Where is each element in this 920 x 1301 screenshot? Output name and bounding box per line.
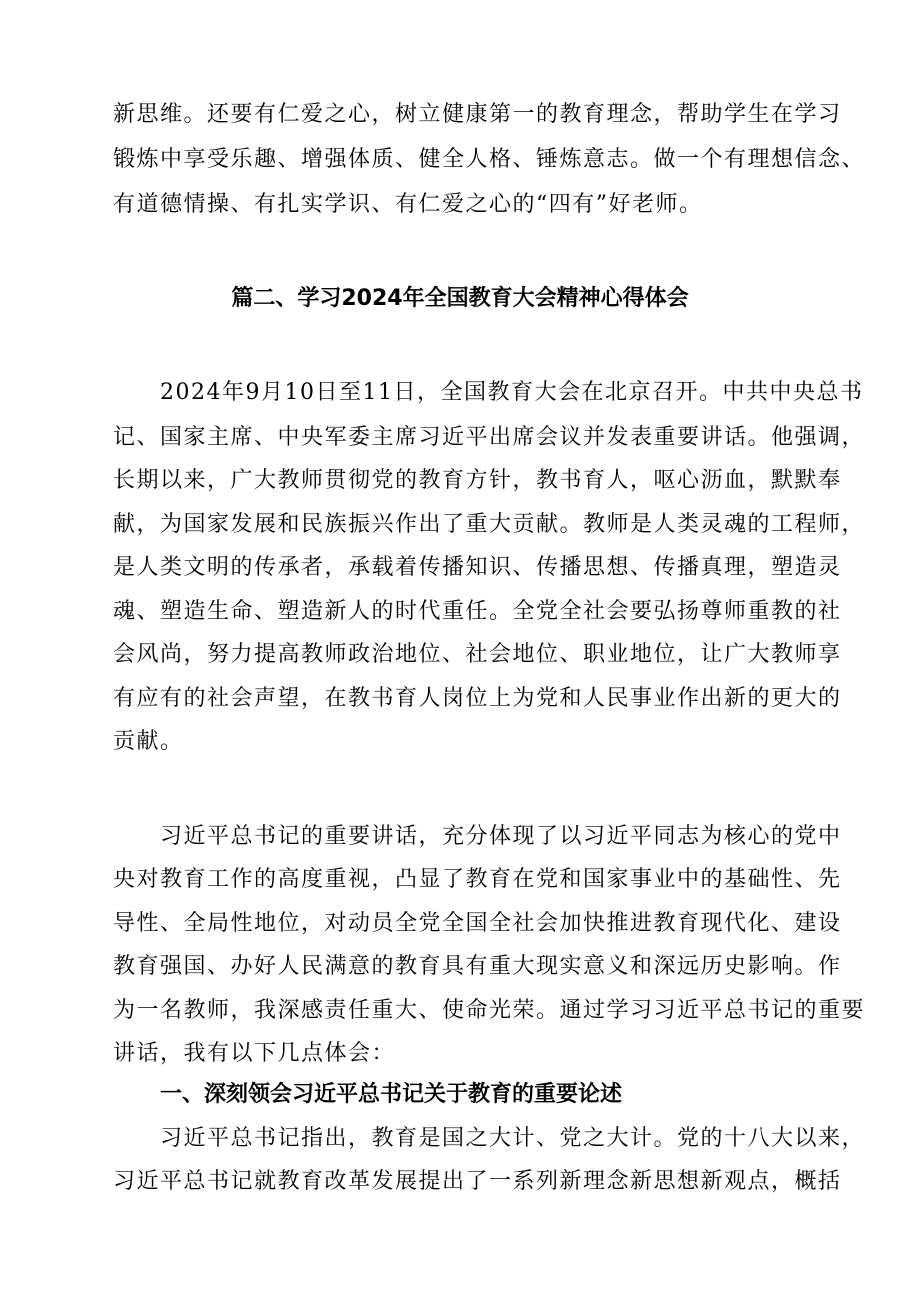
paragraph-3-line-1: 习近平总书记指出，教育是国之大计、党之大计。党的十八大以来， — [160, 1126, 866, 1151]
paragraph-1-line-6: 魂、塑造生命、塑造新人的时代重任。全党全社会要弘扬尊师重教的社 — [113, 599, 842, 624]
paragraph-2-line-6: 讲话，我有以下几点体会： — [113, 1041, 396, 1066]
section-title: 篇二、学习2024年全国教育大会精神心得体会 — [231, 286, 689, 311]
paragraph-1-line-9: 贡献。 — [113, 729, 184, 754]
paragraph-2-line-5: 为一名教师，我深感责任重大、使命光荣。通过学习习近平总书记的重要 — [113, 998, 866, 1023]
paragraph-2-line-1: 习近平总书记的重要讲话，充分体现了以习近平同志为核心的党中 — [160, 824, 842, 849]
paragraph-2-line-4: 教育强国、办好人民满意的教育具有重大现实意义和深远历史影响。作 — [113, 954, 842, 979]
paragraph-1-line-1: 2024年9月10日至11日，全国教育大会在北京召开。中共中央总书 — [160, 380, 864, 405]
subsection-title: 一、深刻领会习近平总书记关于教育的重要论述 — [160, 1082, 623, 1107]
paragraph-2-line-2: 央对教育工作的高度重视，凸显了教育在党和国家事业中的基础性、先 — [113, 867, 842, 892]
intro-line-1: 新思维。还要有仁爱之心，树立健康第一的教育理念，帮助学生在学习 — [113, 102, 842, 127]
intro-line-3: 有道德情操、有扎实学识、有仁爱之心的“四有”好老师。 — [113, 192, 703, 217]
paragraph-2-line-3: 导性、全局性地位，对动员全党全国全社会加快推进教育现代化、建设 — [113, 911, 842, 936]
paragraph-1-line-2: 记、国家主席、中央军委主席习近平出席会议并发表重要讲话。他强调， — [113, 425, 866, 450]
paragraph-1-line-4: 献，为国家发展和民族振兴作出了重大贡献。教师是人类灵魂的工程师， — [113, 512, 866, 537]
paragraph-1-line-5: 是人类文明的传承者，承载着传播知识、传播思想、传播真理，塑造灵 — [113, 555, 842, 580]
paragraph-1-line-8: 有应有的社会声望，在教书育人岗位上为党和人民事业作出新的更大的 — [113, 686, 842, 711]
intro-line-2: 锻炼中享受乐趣、增强体质、健全人格、锤炼意志。做一个有理想信念、 — [113, 147, 866, 172]
paragraph-1-line-3: 长期以来，广大教师贯彻党的教育方针，教书育人，呕心沥血，默默奉 — [113, 468, 842, 493]
paragraph-1-line-7: 会风尚，努力提高教师政治地位、社会地位、职业地位，让广大教师享 — [113, 642, 842, 667]
paragraph-3-line-2: 习近平总书记就教育改革发展提出了一系列新理念新思想新观点，概括 — [113, 1169, 842, 1194]
